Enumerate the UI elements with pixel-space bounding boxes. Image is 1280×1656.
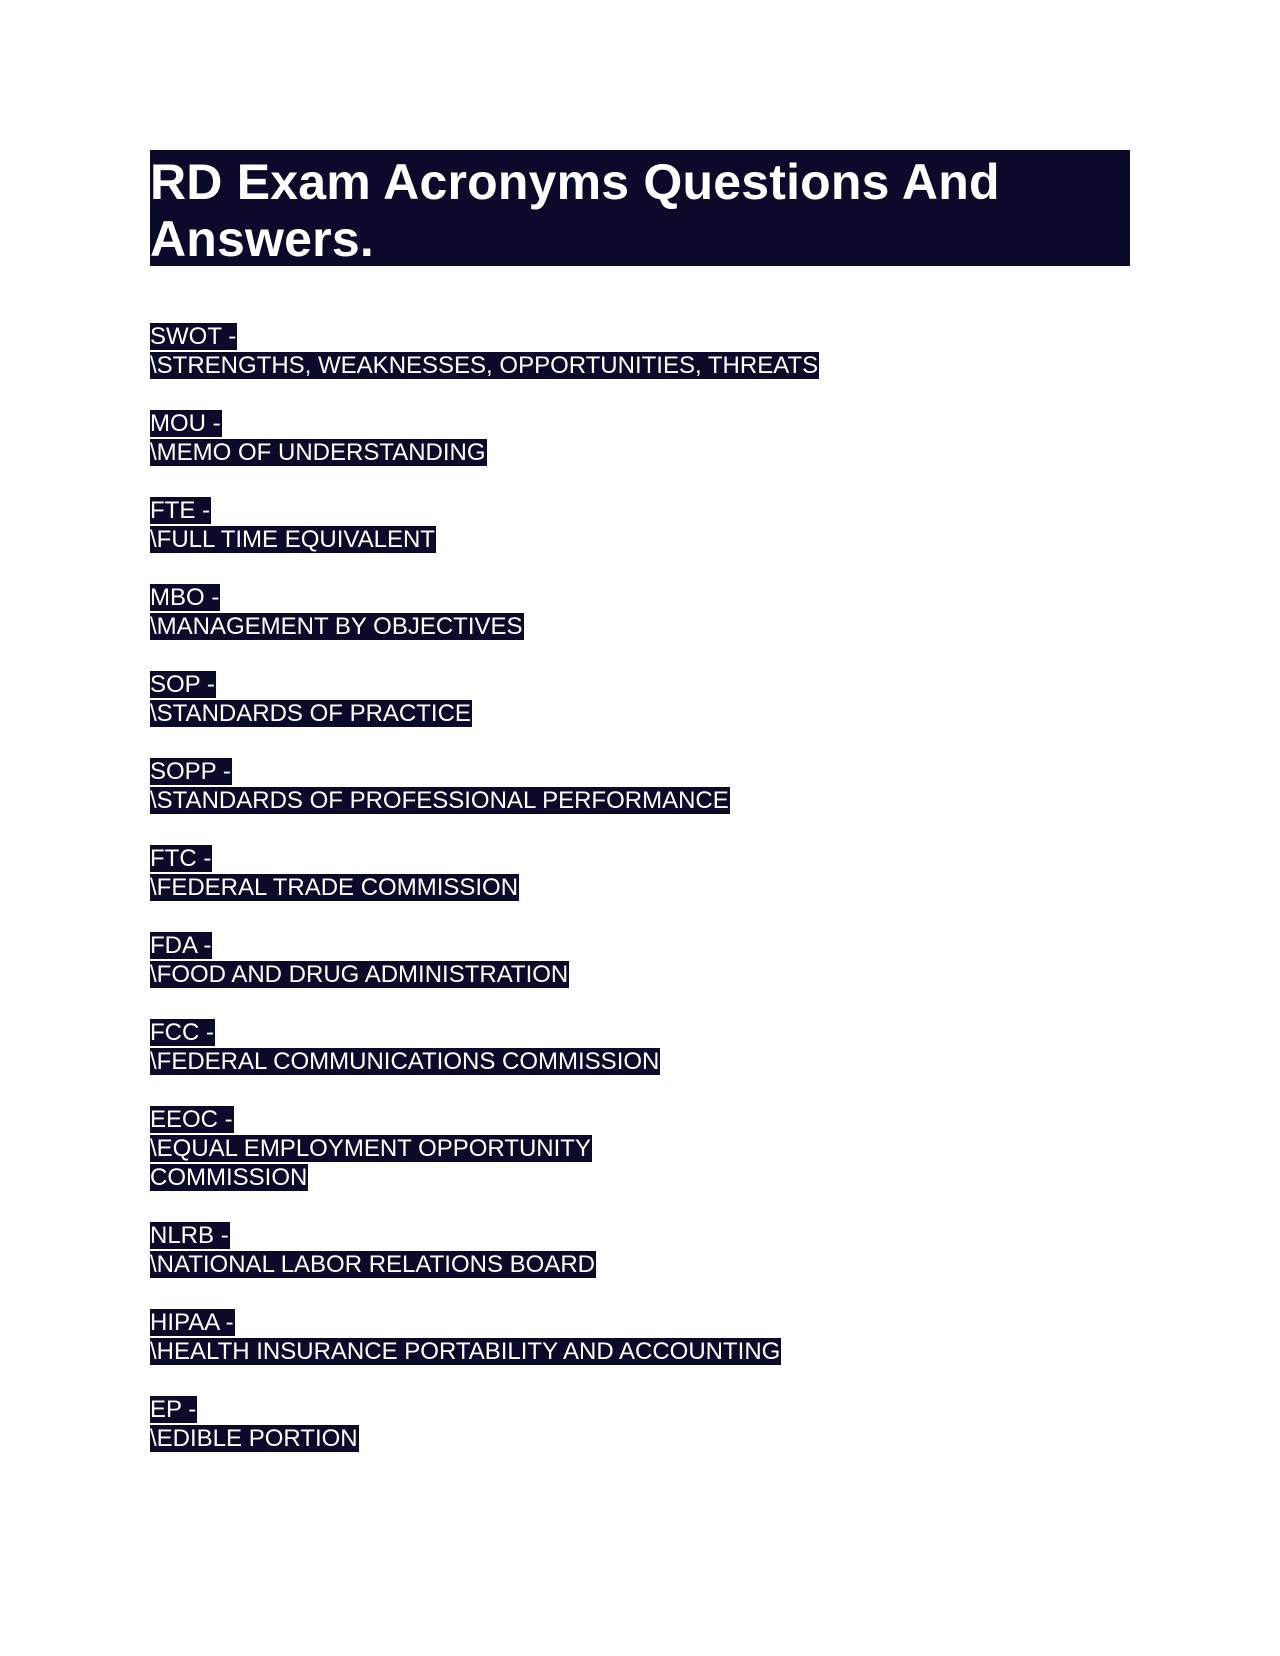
page-title: RD Exam Acronyms Questions And Answers.: [150, 154, 1000, 267]
acronym-answer: \HEALTH INSURANCE PORTABILITY AND ACCOUNTING: [150, 1338, 781, 1365]
acronym-answer: \FULL TIME EQUIVALENT: [150, 526, 435, 553]
acronym-term: SOP -: [150, 671, 215, 698]
acronym-term: SOPP -: [150, 758, 231, 785]
list-item: [150, 844, 1130, 902]
acronym-answer: \FEDERAL TRADE COMMISSION: [150, 874, 519, 901]
document-page: [150, 150, 1130, 1482]
acronym-term: FTC -: [150, 845, 212, 872]
acronym-list: [150, 322, 1130, 1453]
acronym-term: MBO -: [150, 584, 220, 611]
acronym-term: SWOT -: [150, 323, 237, 350]
acronym-answer: \MEMO OF UNDERSTANDING: [150, 439, 486, 466]
title-block: [150, 150, 1130, 266]
acronym-answer: \STANDARDS OF PROFESSIONAL PERFORMANCE: [150, 787, 729, 814]
acronym-answer: \FEDERAL COMMUNICATIONS COMMISSION: [150, 1048, 660, 1075]
list-item: [150, 583, 1130, 641]
acronym-term: EEOC -: [150, 1106, 233, 1133]
acronym-term: EP -: [150, 1396, 197, 1423]
acronym-term: FTE -: [150, 497, 210, 524]
acronym-answer: \EDIBLE PORTION: [150, 1425, 358, 1452]
list-item: [150, 1221, 1130, 1279]
list-item: [150, 409, 1130, 467]
acronym-answer: \EQUAL EMPLOYMENT OPPORTUNITY COMMISSION: [150, 1135, 591, 1191]
acronym-answer: \STANDARDS OF PRACTICE: [150, 700, 471, 727]
acronym-answer: \NATIONAL LABOR RELATIONS BOARD: [150, 1251, 595, 1278]
list-item: [150, 1395, 1130, 1453]
acronym-answer: \FOOD AND DRUG ADMINISTRATION: [150, 961, 569, 988]
list-item: [150, 931, 1130, 989]
list-item: [150, 670, 1130, 728]
acronym-term: FDA -: [150, 932, 212, 959]
list-item: [150, 496, 1130, 554]
list-item: [150, 757, 1130, 815]
acronym-term: FCC -: [150, 1019, 214, 1046]
acronym-term: HIPAA -: [150, 1309, 234, 1336]
acronym-answer: \STRENGTHS, WEAKNESSES, OPPORTUNITIES, THREATS: [150, 352, 819, 379]
acronym-answer: \MANAGEMENT BY OBJECTIVES: [150, 613, 523, 640]
list-item: [150, 1308, 1130, 1366]
list-item: [150, 1018, 1130, 1076]
acronym-term: MOU -: [150, 410, 221, 437]
list-item: [150, 322, 1130, 380]
list-item: [150, 1105, 1130, 1192]
acronym-term: NLRB -: [150, 1222, 229, 1249]
